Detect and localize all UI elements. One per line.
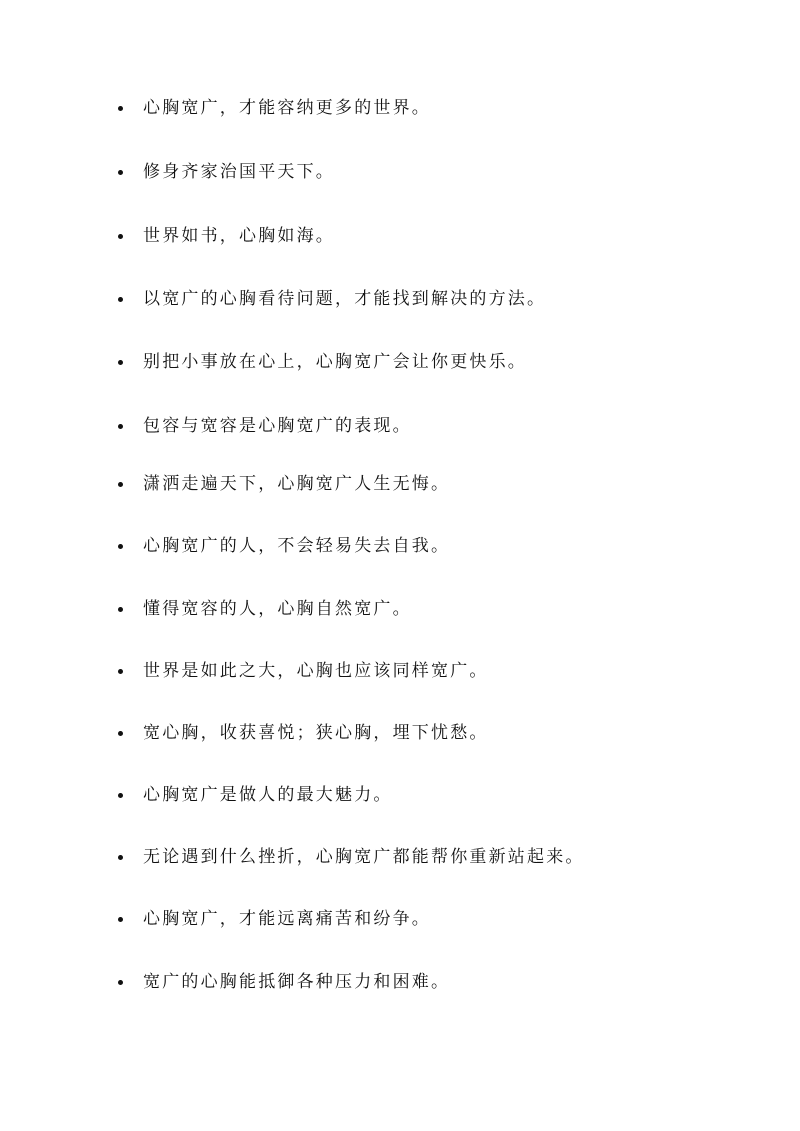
list-item (118, 656, 489, 686)
list-item (118, 411, 412, 441)
bullet-icon (118, 544, 123, 549)
list-item (118, 93, 431, 123)
list-item (118, 967, 450, 997)
bullet-icon (118, 234, 123, 239)
bullet-icon (118, 607, 123, 612)
list-item-text: 宽心胸，收获喜悦；狭心胸，埋下忧愁。 (143, 723, 489, 743)
bullet-icon (118, 669, 123, 674)
bullet-icon (118, 297, 123, 302)
list-item-text: 世界是如此之大，心胸也应该同样宽广。 (143, 661, 489, 681)
bullet-icon (118, 482, 123, 487)
list-item-text: 心胸宽广是做人的最大魅力。 (143, 785, 393, 805)
bullet-icon (118, 731, 123, 736)
list-item-text: 懂得宽容的人，心胸自然宽广。 (143, 599, 412, 619)
list-item-text: 无论遇到什么挫折，心胸宽广都能帮你重新站起来。 (143, 847, 585, 867)
bullet-icon (118, 855, 123, 860)
list-item (118, 469, 450, 499)
list-item (118, 594, 412, 624)
list-item-text: 包容与宽容是心胸宽广的表现。 (143, 416, 412, 436)
bullet-icon (118, 106, 123, 111)
list-item (118, 904, 431, 934)
bullet-icon (118, 170, 123, 175)
bullet-icon (118, 793, 123, 798)
list-item (118, 780, 393, 810)
list-item (118, 842, 585, 872)
list-item-text: 心胸宽广的人，不会轻易失去自我。 (143, 536, 451, 556)
list-item-text: 修身齐家治国平天下。 (143, 162, 335, 182)
bullet-icon (118, 917, 123, 922)
list-item (118, 284, 546, 314)
list-item (118, 221, 335, 251)
list-item-text: 世界如书，心胸如海。 (143, 226, 335, 246)
list-item (118, 531, 450, 561)
list-item (118, 718, 489, 748)
list-item (118, 157, 335, 187)
bullet-icon (118, 360, 123, 365)
list-item-text: 心胸宽广，才能远离痛苦和纷争。 (143, 909, 431, 929)
bullet-icon (118, 980, 123, 985)
list-item-text: 潇洒走遍天下，心胸宽广人生无悔。 (143, 474, 451, 494)
list-item-text: 心胸宽广，才能容纳更多的世界。 (143, 98, 431, 118)
bullet-icon (118, 424, 123, 429)
list-item-text: 宽广的心胸能抵御各种压力和困难。 (143, 972, 451, 992)
list-item-text: 以宽广的心胸看待问题，才能找到解决的方法。 (143, 289, 547, 309)
list-item (118, 347, 527, 377)
list-item-text: 别把小事放在心上，心胸宽广会让你更快乐。 (143, 352, 527, 372)
